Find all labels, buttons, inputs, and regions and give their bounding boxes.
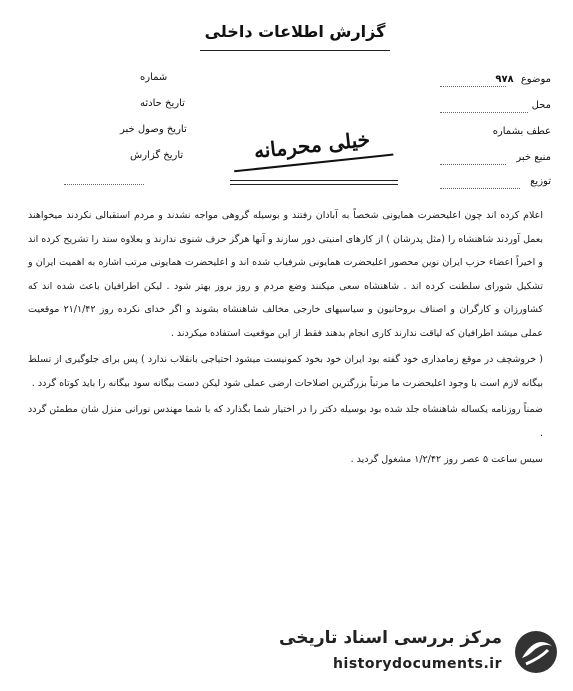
field-incident-date-label: تاریخ حادثه xyxy=(140,98,185,109)
field-report-date-label: تاریخ گزارش xyxy=(130,150,184,161)
archive-logo-icon xyxy=(512,628,560,676)
field-location xyxy=(532,100,551,112)
field-receipt-date xyxy=(120,124,187,136)
report-paragraph: ( خروشچف در موقع زمامداری خود گفته بود ایران خود بخود کمونیست میشود احتیاجی بانقلاب ندارد ) پس برای جلوگیری از تسلط بیگانه لازم است با وجود اعلیحضرت ما مرتباً بزرگترین اصلاحات ارضی عملی شود لیکن دست بیگانه سود بیگانه را باید کوتاه گردد . xyxy=(28,354,543,389)
field-subject xyxy=(495,74,551,86)
dotted-line xyxy=(440,164,506,165)
report-paragraph: سیس ساعت ۵ عصر روز ۱/۲/۴۲ مشغول گردید . xyxy=(350,454,543,465)
document-title: گزارش اطلاعات داخلی xyxy=(200,22,390,51)
archive-url: historydocuments.ir xyxy=(333,656,502,672)
dotted-line xyxy=(440,112,528,113)
header-divider xyxy=(230,180,398,181)
field-distribution-label: توزیع xyxy=(530,176,551,187)
field-distribution xyxy=(530,176,551,188)
field-source-label: منبع خبر xyxy=(516,152,551,163)
classification-stamp: خیلی محرمانه xyxy=(231,120,394,173)
field-number-label: شماره xyxy=(140,72,168,83)
header-divider xyxy=(230,184,398,185)
field-location-label: محل xyxy=(531,100,551,111)
field-incident-date xyxy=(140,98,185,110)
field-reference-label: عطف بشماره xyxy=(492,126,551,137)
field-subject-label: موضوع xyxy=(520,74,551,85)
field-source xyxy=(516,152,551,164)
field-receipt-date-label: تاریخ وصول خبر xyxy=(120,124,187,135)
field-reference xyxy=(493,126,551,138)
report-body xyxy=(28,204,543,472)
dotted-line xyxy=(440,188,520,189)
dotted-line xyxy=(64,184,144,185)
report-paragraph: ضمناً روزنامه یکساله شاهنشاه جلد شده بود بوسیله دکتر را در اختیار شما بگذارد که با شما مهندس نورانی منزل شان مطمئن گردد . xyxy=(28,404,543,439)
dotted-line xyxy=(440,86,506,87)
report-paragraph: اعلام کرده اند چون اعلیحضرت همایونی شخصاً به آبادان رفتند و بوسیله گروهی مواجه نشدند و مردم استقبالی نکردند میخواهند بعمل آوردند شاهنشاه را (مثل پدرشان ) از کارهای امنیتی دور سازند و آنها هرگز حرف شنوی ندارند و بعلاوه سند را تشریح کرده اند و اخیراً اعضاء حزب ایران نوین محصور اعلیحضرت همایونی شرفیاب شده اند و اعلیحضرت همایونی مرتب اشاره به اهمیت ایران و تشکیل شورای سلطنت کرده اند . شاهنشاه سعی میکنند وضع مردم و روز بروز بهتر شود . لیکن اطرافیان باعث شده اند که کشاورزان و کارگران و اصناف بروحانیون و سیاسیهای خارجی مخالف شاهنشاه بشوند و اگر خدای نکرده روز ۲۱/۱/۴۲ موقعیت عملی میشد اطرافیان که لیاقت ندارند کاری انجام بدهند فقط از این موقعیت استفاده میکردند . xyxy=(28,210,543,339)
field-report-date xyxy=(130,150,183,162)
archive-watermark xyxy=(279,620,570,690)
archive-name: مرکز بررسی اسناد تاریخی xyxy=(279,628,502,648)
field-subject-value: ۹۷۸ xyxy=(495,74,514,85)
field-number xyxy=(140,72,167,84)
